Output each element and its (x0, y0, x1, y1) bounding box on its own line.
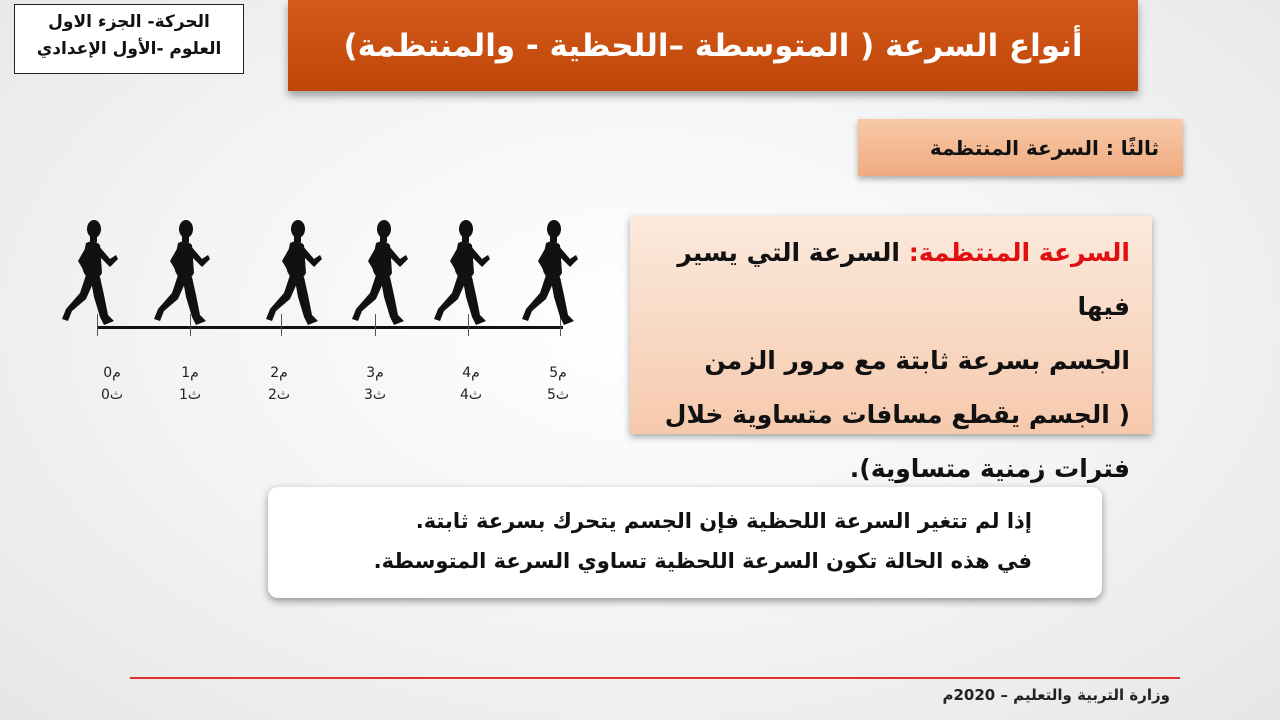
distance-label: 3م (366, 365, 384, 381)
track-label (446, 362, 496, 406)
note-line-2: في هذه الحالة تكون السرعة اللحظية تساوي السرعة المتوسطة. (373, 549, 1032, 573)
footer-divider (130, 677, 1180, 679)
track-label (350, 362, 400, 406)
lesson-grade: العلوم -الأول الإعدادي (36, 39, 222, 59)
definition-line-1 (646, 226, 1130, 334)
slide-title: أنواع السرعة ( المتوسطة –اللحظية - والمنتظمة) (288, 0, 1138, 91)
runner-icon (432, 215, 492, 327)
note-box (268, 487, 1102, 598)
distance-label: 0م (103, 365, 121, 381)
lesson-topic: الحركة- الجزء الاول (48, 12, 210, 32)
track-label (87, 362, 137, 406)
distance-label: 4م (462, 365, 480, 381)
runner-icon (264, 215, 324, 327)
definition-box (630, 216, 1152, 483)
definition-line-2: الجسم بسرعة ثابتة مع مرور الزمن (704, 346, 1130, 375)
time-label: 0ث (100, 387, 124, 403)
time-label: 5ث (546, 387, 570, 403)
distance-label: 1م (181, 365, 199, 381)
runner-icon (152, 215, 212, 327)
footer-credit: وزارة التربية والتعليم – 2020م (942, 686, 1170, 704)
distance-label: 2م (270, 365, 288, 381)
lesson-label-box (14, 4, 244, 74)
runner-icon (520, 215, 580, 327)
definition-text: السرعة التي يسير فيها (677, 238, 1130, 321)
section-heading: ثالثًا : السرعة المنتظمة (858, 119, 1183, 176)
time-label: 3ث (363, 387, 387, 403)
definition-line-3: ( الجسم يقطع مسافات متساوية خلال (664, 400, 1130, 429)
definition-term: السرعة المنتظمة: (908, 238, 1130, 267)
time-label: 4ث (459, 387, 483, 403)
note-line-1: إذا لم تتغير السرعة اللحظية فإن الجسم يتحرك بسرعة ثابتة. (415, 509, 1032, 533)
track-label (165, 362, 215, 406)
time-label: 1ث (178, 387, 202, 403)
definition-line-4: فترات زمنية متساوية). (849, 454, 1130, 483)
time-label: 2ث (267, 387, 291, 403)
runner-icon (60, 215, 120, 327)
distance-label: 5م (549, 365, 567, 381)
track-label (533, 362, 583, 406)
runner-icon (350, 215, 410, 327)
track-label (254, 362, 304, 406)
